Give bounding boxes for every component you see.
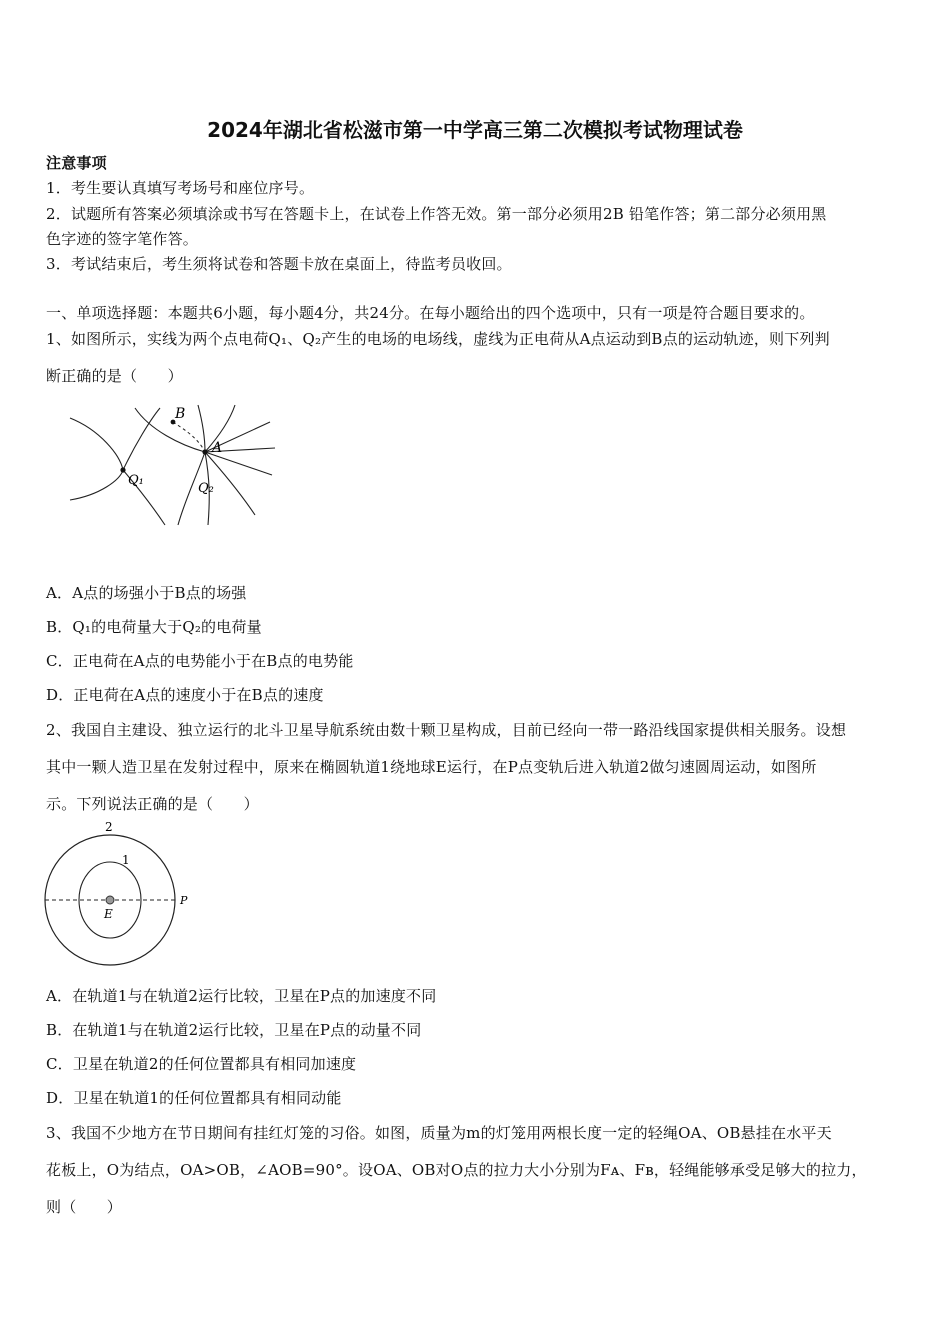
q1-option-b: B．Q₁的电荷量大于Q₂的电荷量 — [46, 618, 262, 636]
earth-dot — [106, 896, 114, 904]
label-q1: Q₁ — [128, 473, 144, 488]
trajectory-dashed — [173, 422, 205, 452]
notice-item-3: 3．考试结束后，考生须将试卷和答题卡放在桌面上，待监考员收回。 — [46, 255, 512, 273]
section-heading: 一、单项选择题：本题共6小题，每小题4分，共24分。在每小题给出的四个选项中，只有一项是符合题目要求的。 — [46, 304, 815, 322]
q1-stem-line1: 1、如图所示，实线为两个点电荷Q₁、Q₂产生的电场的电场线，虚线为正电荷从A点运动到B点的运动轨迹，则下列判 — [46, 330, 830, 348]
label-orbit-1: 1 — [122, 853, 130, 867]
label-p: P — [180, 894, 188, 907]
charge-q1-dot — [120, 467, 125, 472]
q3-stem-line1: 3、我国不少地方在节日期间有挂红灯笼的习俗。如图，质量为m的灯笼用两根长度一定的轻绳OA、OB悬挂在水平天 — [46, 1124, 832, 1142]
q1-option-d: D．正电荷在A点的速度小于在B点的速度 — [46, 686, 324, 704]
q2-option-a: A．在轨道1与在轨道2运行比较，卫星在P点的加速度不同 — [46, 987, 437, 1005]
q3-stem-line3: 则（ ） — [46, 1198, 123, 1216]
q1-option-c: C．正电荷在A点的电势能小于在B点的电势能 — [46, 652, 354, 670]
field-line — [135, 408, 205, 452]
q2-stem-line2: 其中一颗人造卫星在发射过程中，原来在椭圆轨道1绕地球E运行，在P点变轨后进入轨道2做匀速圆周运动，如图所 — [46, 758, 817, 776]
q2-option-d: D．卫星在轨道1的任何位置都具有相同动能 — [46, 1089, 342, 1107]
charge-q2-dot — [202, 449, 207, 454]
q1-option-a: A．A点的场强小于B点的场强 — [46, 584, 247, 602]
q2-stem-line1: 2、我国自主建设、独立运行的北斗卫星导航系统由数十颗卫星构成，目前已经向一带一路沿线国家提供相关服务。设想 — [46, 721, 847, 739]
page-title: 2024年湖北省松滋市第一中学高三第二次模拟考试物理试卷 — [207, 118, 743, 142]
q2-option-c: C．卫星在轨道2的任何位置都具有相同加速度 — [46, 1055, 357, 1073]
notice-item-2: 2．试题所有答案必须填涂或书写在答题卡上，在试卷上作答无效。第一部分必须用2B 铅笔作答；第二部分必须用黑 — [46, 205, 827, 223]
orbit-figure — [40, 818, 200, 966]
label-earth: E — [104, 907, 113, 921]
notice-item-1: 1．考生要认真填写考场号和座位序号。 — [46, 179, 315, 197]
label-b: B — [175, 406, 186, 422]
q2-option-b: B．在轨道1与在轨道2运行比较，卫星在P点的动量不同 — [46, 1021, 422, 1039]
field-line — [123, 408, 160, 470]
q1-stem-line2: 断正确的是（ ） — [46, 367, 183, 385]
notice-heading: 注意事项 — [46, 154, 107, 172]
q2-stem-line3: 示。下列说法正确的是（ ） — [46, 795, 259, 813]
label-orbit-2: 2 — [105, 820, 113, 834]
label-q2: Q₂ — [198, 481, 214, 496]
electric-field-figure — [60, 400, 280, 530]
field-line — [70, 470, 123, 500]
field-line — [198, 405, 205, 452]
label-a: A — [212, 440, 223, 456]
q3-stem-line2: 花板上，O为结点，OA>OB，∠AOB=90°。设OA、OB对O点的拉力大小分别为Fᴀ、Fʙ，轻绳能够承受足够大的拉力， — [46, 1161, 867, 1179]
field-line — [70, 418, 123, 470]
notice-item-2-cont: 色字迹的签字笔作答。 — [46, 230, 199, 248]
